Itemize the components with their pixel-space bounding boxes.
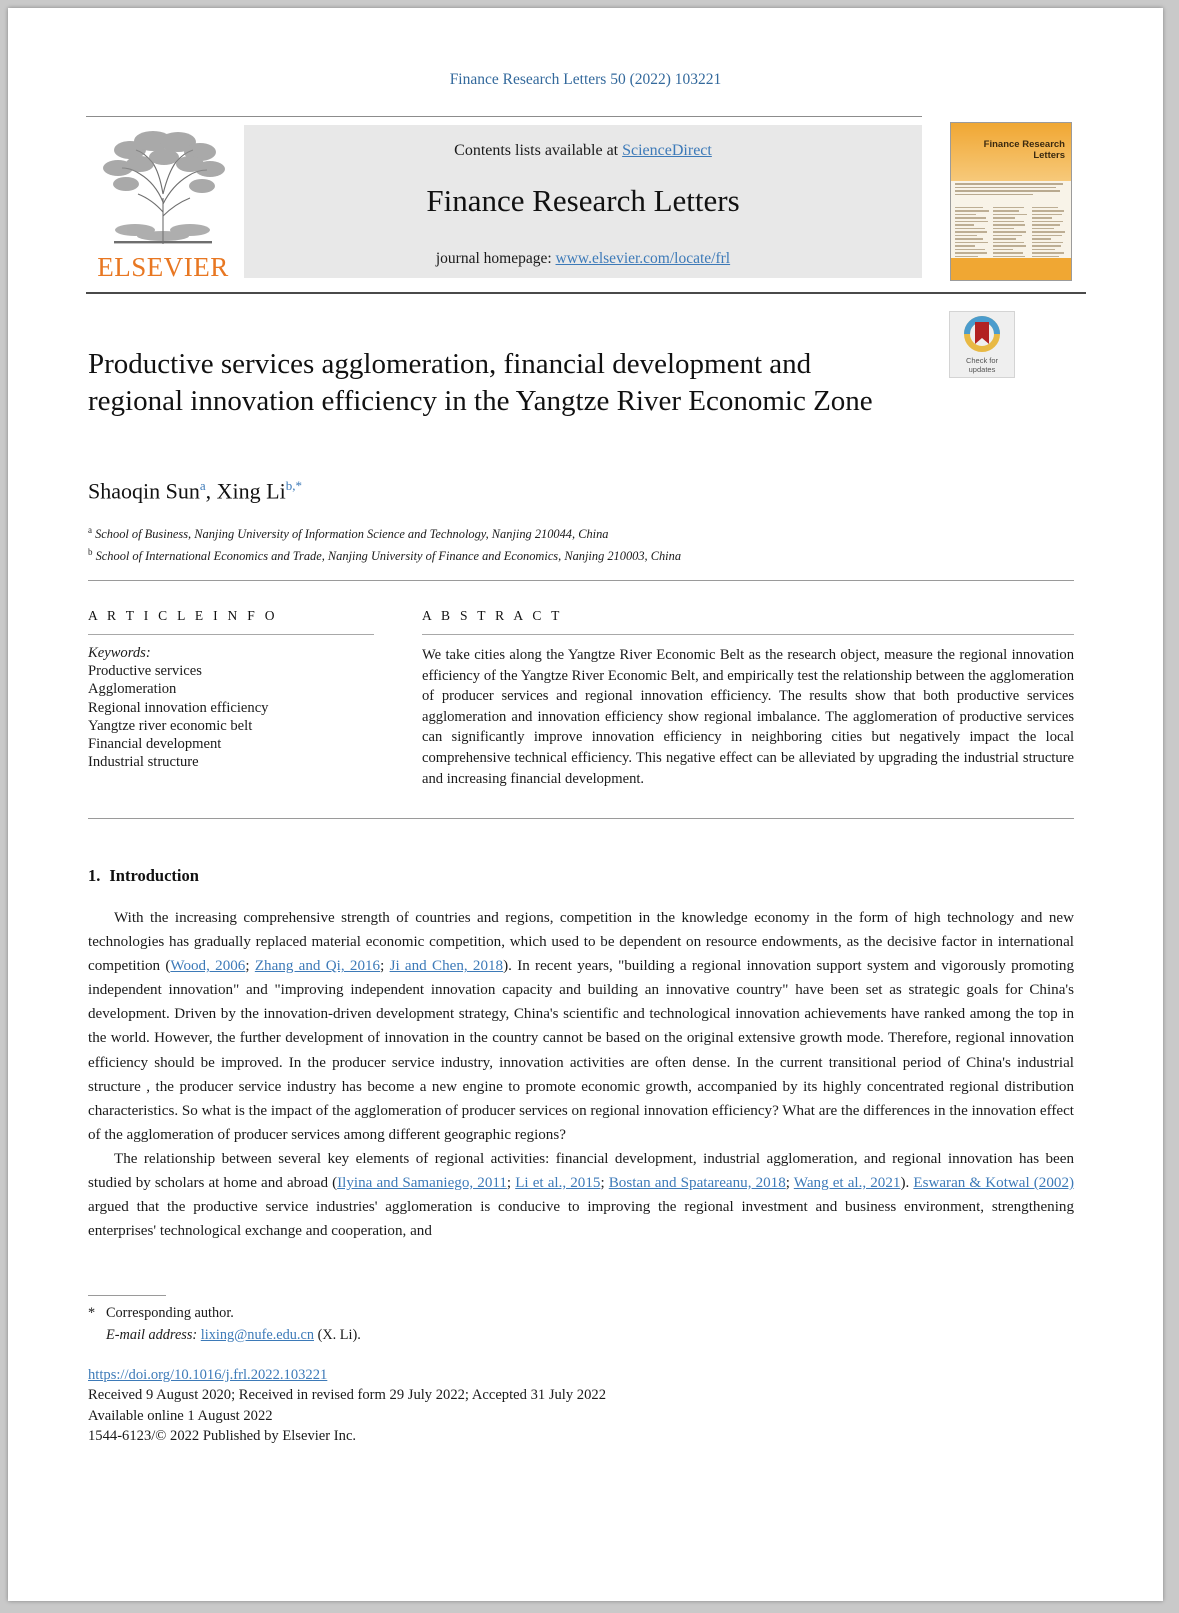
footnote-block	[88, 1302, 788, 1346]
sciencedirect-link[interactable]: ScienceDirect	[622, 142, 712, 159]
citation-bostan-spatareanu-2018[interactable]: Bostan and Spatareanu, 2018	[608, 1175, 786, 1192]
author-marks-2: b,*	[285, 478, 302, 493]
citation-zhang-qi-2016[interactable]: Zhang and Qi, 2016	[254, 958, 381, 975]
affiliation-b	[88, 544, 988, 566]
p2-text-b: ).	[900, 1175, 914, 1192]
section-heading-introduction	[88, 866, 199, 886]
running-head: Finance Research Letters 50 (2022) 103221	[449, 71, 722, 88]
keyword-item: Industrial structure	[88, 754, 199, 771]
crossmark-line2: updates	[968, 364, 996, 374]
available-online: Available online 1 August 2022	[88, 1407, 273, 1424]
citation-li-et-al-2015[interactable]: Li et al., 2015	[515, 1175, 601, 1192]
journal-masthead	[86, 116, 1086, 296]
p1-text-a: With the increasing comprehensive strength of countries and regions, competition in the knowledge economy in the form of high technology and new technologies has gradually replaced material economic competition, which used to be dependent on resource endowments, as the decisive factor in international competition (	[88, 910, 1074, 975]
author-name-2: Xing Li	[216, 478, 286, 504]
affiliation-mark-b: b	[88, 546, 93, 557]
masthead-bottom-rule	[86, 292, 1086, 294]
journal-cover-thumbnail	[950, 122, 1072, 281]
p1-text-b: ). In recent years, "building a regional innovation support system and vigorously promoting independent innovation" and "improving independent innovation capacity and building an innovative country" have been set as strategic goals for China's development. Driven by the innovation-driven development strategy, China's scientific and technological innovation achievements have ranked among the top in the world. However, the further development of innovation in the country cannot be based on the original extensive growth mode. Therefore, regional innovation efficiency should be improved. In the producer service industry, innovation activities are often dense. In the current transitional period of China's industrial structure , the producer service industry has become a new engine to promote economic growth, accompanied by its highly concentrated regional distribution characteristics. So what is the impact of the agglomeration of producer services on regional innovation efficiency? What are the differences in the innovation effect of the agglomeration of producer services among different geographic regions?	[88, 958, 1074, 1143]
p2-text-c: argued that the productive service industries' agglomeration is conducive to improving the regional investment and business environment, strengthening enterprises' technological exchange and cooperation, and	[88, 1199, 1074, 1240]
received-dates: Received 9 August 2020; Received in revised form 29 July 2022; Accepted 31 July 2022	[88, 1387, 606, 1404]
introduction-body	[88, 906, 1074, 1243]
email-label: E-mail address:	[106, 1327, 198, 1343]
doi-line[interactable]	[88, 1365, 888, 1385]
affiliation-text-a: School of Business, Nanjing University of Information Science and Technology, Nanjing 210044, China	[95, 527, 609, 542]
affiliation-mark-a: a	[88, 525, 92, 535]
p1-sep-2: ;	[380, 958, 390, 975]
contents-prefix: Contents lists available at	[454, 142, 623, 159]
citation-wang-et-al-2021[interactable]: Wang et al., 2021	[793, 1175, 901, 1192]
section-label: Introduction	[109, 866, 199, 885]
cover-text-lines	[955, 183, 1067, 197]
p2-sep-3: ;	[785, 1175, 794, 1192]
journal-title: Finance Research Letters	[426, 183, 740, 218]
crossmark-line1: Check for	[965, 356, 999, 365]
p2-sep-1: ;	[506, 1175, 516, 1192]
paragraph-2	[88, 1147, 1074, 1243]
elsevier-wordmark: ELSEVIER	[97, 252, 229, 282]
section-number: 1.	[88, 866, 101, 885]
journal-homepage-line	[244, 250, 922, 268]
p2-text-a: The relationship between several key elements of regional activities: financial development, industrial agglomeration, and regional innovation has been studied by scholars at home and abroad (	[88, 1150, 1074, 1192]
author-list: Shaoqin Sun$^a$, Xing $Li^{b,*}$	[88, 478, 302, 504]
citation-ji-chen-2018[interactable]: Ji and Chen, 2018	[389, 958, 504, 975]
corresponding-author-text: Corresponding author.	[106, 1305, 234, 1321]
citation-wood-2006[interactable]: Wood, 2006	[170, 958, 246, 975]
keyword-item: Yangtze river economic belt	[88, 717, 253, 734]
homepage-prefix: journal homepage:	[435, 250, 556, 267]
cover-footer-band	[951, 258, 1071, 280]
abstract-text: We take cities along the Yangtze River Economic Belt as the research object, measure the regional innovation efficiency of the Yangtze River Economic Belt, and empirically test the relationship between the agglomeration of producer services and regional innovation efficiency. The results show that both productive services agglomeration and innovation efficiency show regional imbalance. The agglomeration of productive services can significantly improve innovation efficiency in neighboring cities but negatively impact the local comprehensive technical efficiency. This negative effect can be alleviated by upgrading the industrial structure and increasing financial development.	[422, 647, 1074, 787]
footnote-rule	[88, 1295, 166, 1296]
cover-journal-title: Finance Research Letters	[983, 139, 1065, 161]
cover-contents-area	[951, 181, 1071, 280]
article-info-column	[88, 608, 388, 771]
page-title: Productive services agglomeration, financial development and regional innovation efficiency in the Yangtze River Economic Zone	[88, 348, 873, 417]
footnote-marker: *	[88, 1305, 96, 1321]
crossmark-icon	[950, 312, 1014, 358]
p1-sep-1: ;	[245, 958, 255, 975]
article-info-heading: A R T I C L E I N F O	[88, 608, 278, 623]
keyword-item: Productive services	[88, 663, 202, 680]
info-block-top-rule	[88, 580, 1074, 581]
crossmark-label	[950, 357, 1014, 374]
p2-sep-2: ;	[600, 1175, 609, 1192]
publication-info	[88, 1365, 888, 1446]
keyword-item: Agglomeration	[88, 681, 177, 698]
keywords-label: Keywords:	[88, 645, 151, 661]
author-name-1: Shaoqin Sun	[88, 478, 200, 504]
abstract-column	[422, 608, 1074, 789]
keyword-item: Financial development	[88, 736, 222, 753]
corresponding-author-line	[88, 1302, 788, 1324]
email-line	[88, 1324, 788, 1346]
masthead-top-rule	[86, 116, 922, 117]
paragraph-1	[88, 906, 1074, 1147]
keywords-block	[88, 644, 388, 771]
citation-eswaran-kotwal-2002[interactable]: Eswaran & Kotwal (2002)	[913, 1175, 1075, 1192]
contents-available-line	[244, 142, 922, 160]
journal-homepage-link[interactable]: www.elsevier.com/locate/frl	[555, 250, 731, 267]
affiliation-list	[88, 522, 988, 565]
info-block-bottom-rule	[88, 818, 1074, 819]
affiliation-text-b: School of International Economics and Trade, Nanjing University of Finance and Economics, Nanjing 210003, China	[95, 548, 682, 563]
email-link[interactable]: lixing@nufe.edu.cn	[200, 1327, 314, 1343]
author-marks-1: a	[199, 478, 206, 493]
journal-band	[244, 125, 922, 278]
abstract-heading: A B S T R A C T	[422, 608, 563, 623]
elsevier-tree-icon	[90, 124, 236, 252]
elsevier-logo	[90, 124, 236, 282]
paper-page	[8, 8, 1163, 1601]
citation-ilyina-samaniego-2011[interactable]: Ilyina and Samaniego, 2011	[337, 1175, 507, 1192]
abstract-heading-rule	[422, 634, 1074, 635]
crossmark-badge[interactable]	[949, 311, 1015, 378]
affiliation-a	[88, 522, 988, 544]
copyright-line: 1544-6123/© 2022 Published by Elsevier Inc.	[88, 1427, 357, 1444]
email-suffix: (X. Li).	[317, 1327, 361, 1343]
keyword-item: Regional innovation efficiency	[88, 699, 269, 716]
doi-link[interactable]: https://doi.org/10.1016/j.frl.2022.103221	[88, 1367, 328, 1383]
article-info-heading-rule	[88, 634, 374, 635]
